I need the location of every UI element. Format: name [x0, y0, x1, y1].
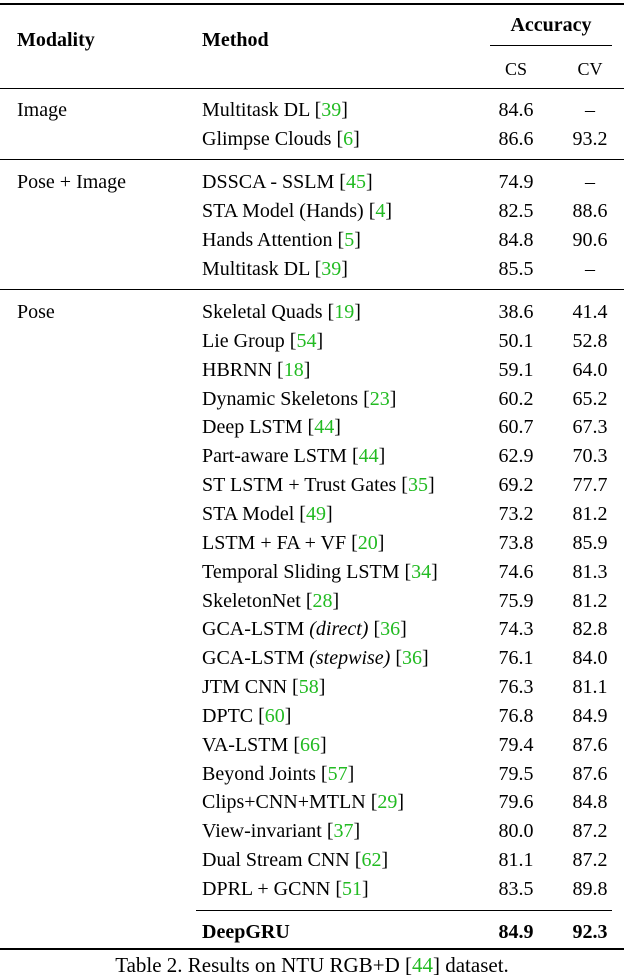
modality-label: Image — [17, 99, 67, 121]
cs-value: 76.3 — [498, 676, 534, 699]
method-name: Multitask DL — [202, 99, 310, 121]
method-name: VA-LSTM — [202, 733, 289, 756]
method-name: DPRL + GCNN — [202, 878, 331, 900]
citation-link[interactable]: 20 — [357, 531, 378, 554]
cs-value: 60.7 — [498, 416, 534, 439]
cv-value: 77.7 — [572, 474, 608, 497]
cv-value: 93.2 — [572, 127, 608, 150]
cs-value: 74.6 — [498, 560, 534, 583]
cs-value: 62.9 — [498, 445, 534, 468]
cv-value: 85.9 — [572, 531, 608, 554]
method-name: Glimpse Clouds — [202, 127, 332, 150]
citation-link[interactable]: 28 — [312, 589, 333, 612]
cv-value: 88.6 — [572, 199, 608, 222]
cs-value: 60.2 — [498, 387, 534, 410]
cs-value: 73.2 — [498, 502, 534, 525]
citation-link[interactable]: 23 — [369, 387, 390, 410]
method-name: Beyond Joints — [202, 762, 316, 785]
method-name: STA Model — [202, 502, 295, 525]
cv-value: 67.3 — [572, 416, 608, 439]
method-cell: STA Model [49] — [202, 502, 333, 525]
cs-value: 79.6 — [498, 791, 534, 814]
cs-value: 59.1 — [498, 358, 534, 381]
method-cell: DPTC [60] — [202, 704, 292, 727]
table-caption — [0, 953, 624, 977]
method-name: GCA-LSTM — [202, 618, 305, 641]
cs-value: 81.1 — [498, 849, 534, 872]
citation-link[interactable]: 62 — [361, 849, 382, 872]
cv-value: 84.9 — [572, 704, 608, 727]
method-cell: Dynamic Skeletons [23] — [202, 387, 397, 410]
method-name: GCA-LSTM — [202, 647, 305, 670]
cv-value: 87.6 — [572, 733, 608, 756]
caption-ref-link[interactable]: 44 — [411, 953, 433, 977]
cv-value: 87.6 — [572, 762, 608, 785]
deepgru-method: DeepGRU — [202, 921, 290, 943]
cs-value: 84.8 — [498, 228, 534, 251]
accuracy-rule — [490, 45, 612, 46]
modality-label: Pose — [17, 301, 55, 323]
citation-link[interactable]: 34 — [411, 560, 432, 583]
cs-value: 74.3 — [498, 618, 534, 641]
cv-value: 84.8 — [572, 791, 608, 814]
cs-value: 82.5 — [498, 199, 534, 222]
cv-value: 84.0 — [572, 647, 608, 670]
cv-value: 87.2 — [572, 820, 608, 843]
cs-value: 76.8 — [498, 704, 534, 727]
citation-link[interactable]: 35 — [407, 474, 428, 497]
cv-value: – — [585, 99, 595, 121]
method-cell: GCA-LSTM (stepwise) [36] — [202, 647, 429, 670]
method-cell: Skeletal Quads [19] — [202, 301, 361, 323]
method-name: DSSCA - SSLM — [202, 171, 335, 193]
method-name: Dynamic Skeletons — [202, 387, 359, 410]
cs-value: 74.9 — [498, 171, 534, 193]
cs-value: 79.5 — [498, 762, 534, 785]
method-cell: JTM CNN [58] — [202, 676, 326, 699]
method-cell: Lie Group [54] — [202, 329, 324, 352]
method-name: Hands Attention — [202, 228, 333, 251]
bottom-rule — [0, 948, 624, 950]
method-name: Skeletal Quads — [202, 301, 323, 323]
deepgru-cv: 92.3 — [572, 921, 608, 943]
cs-value: 85.5 — [498, 257, 534, 280]
group-divider — [0, 159, 624, 160]
method-cell: VA-LSTM [66] — [202, 733, 327, 756]
final-row-rule — [196, 910, 612, 911]
method-cell: Deep LSTM [44] — [202, 416, 341, 439]
top-rule — [0, 3, 624, 5]
cv-value: 87.2 — [572, 849, 608, 872]
method-name: Dual Stream CNN — [202, 849, 350, 872]
method-name: LSTM + FA + VF — [202, 531, 347, 554]
cv-value: 65.2 — [572, 387, 608, 410]
method-name: JTM CNN — [202, 676, 288, 699]
citation-link[interactable]: 36 — [380, 618, 401, 641]
method-cell: Clips+CNN+MTLN [29] — [202, 791, 405, 814]
cv-value: 52.8 — [572, 329, 608, 352]
method-name: Lie Group — [202, 329, 285, 352]
cs-value: 79.4 — [498, 733, 534, 756]
method-cell: LSTM + FA + VF [20] — [202, 531, 385, 554]
method-name: ST LSTM + Trust Gates — [202, 474, 397, 497]
citation-link[interactable]: 58 — [298, 676, 319, 699]
method-header: Method — [202, 29, 269, 51]
cs-value: 50.1 — [498, 329, 534, 352]
cv-value: 70.3 — [572, 445, 608, 468]
method-variant: (stepwise) — [309, 647, 391, 670]
method-cell: GCA-LSTM (direct) [36] — [202, 618, 407, 641]
method-cell: DSSCA - SSLM [45] — [202, 171, 373, 193]
cv-value: 90.6 — [572, 228, 608, 251]
modality-label: Pose + Image — [17, 171, 127, 193]
citation-link[interactable]: 44 — [314, 416, 335, 439]
method-name: Part-aware LSTM — [202, 445, 347, 468]
header-bottom-rule — [0, 88, 624, 89]
method-name: SkeletonNet — [202, 589, 301, 612]
method-cell: Temporal Sliding LSTM [34] — [202, 560, 438, 583]
accuracy-header: Accuracy — [510, 14, 592, 36]
cs-value: 69.2 — [498, 474, 534, 497]
method-cell: Hands Attention [5] — [202, 228, 361, 251]
method-cell: Glimpse Clouds [6] — [202, 127, 360, 150]
method-cell: Beyond Joints [57] — [202, 762, 355, 785]
cv-header: CV — [577, 59, 603, 79]
cv-value: – — [585, 257, 595, 280]
citation-link[interactable]: 66 — [299, 733, 320, 756]
cs-value: 84.6 — [498, 99, 534, 121]
citation-link[interactable]: 18 — [283, 358, 304, 381]
cv-value: – — [585, 171, 595, 193]
caption-suffix: ] dataset. — [432, 953, 509, 977]
citation-link[interactable]: 57 — [327, 762, 348, 785]
method-name: Multitask DL — [202, 257, 310, 280]
cs-value: 73.8 — [498, 531, 534, 554]
citation-link[interactable]: 29 — [377, 791, 398, 814]
method-name: Temporal Sliding LSTM — [202, 560, 400, 583]
cv-value: 81.2 — [572, 589, 608, 612]
cs-value: 38.6 — [498, 301, 534, 323]
citation-link[interactable]: 5 — [344, 228, 355, 251]
method-name: Deep LSTM — [202, 416, 303, 439]
method-cell: HBRNN [18] — [202, 358, 311, 381]
citation-link[interactable]: 37 — [333, 820, 354, 843]
caption-prefix: Table 2. Results on NTU RGB+D [ — [115, 953, 412, 977]
deepgru-cs: 84.9 — [498, 921, 534, 943]
method-cell: SkeletonNet [28] — [202, 589, 340, 612]
method-cell: Dual Stream CNN [62] — [202, 849, 389, 872]
cv-value: 81.1 — [572, 676, 608, 699]
method-cell: View-invariant [37] — [202, 820, 361, 843]
cs-value: 80.0 — [498, 820, 534, 843]
citation-link[interactable]: 51 — [342, 878, 363, 900]
citation-link[interactable]: 49 — [305, 502, 326, 525]
citation-link[interactable]: 19 — [334, 301, 355, 323]
cv-value: 41.4 — [572, 301, 608, 323]
citation-link[interactable]: 60 — [264, 704, 285, 727]
method-cell: Multitask DL [39] — [202, 99, 348, 121]
method-cell: Part-aware LSTM [44] — [202, 445, 386, 468]
citation-link[interactable]: 39 — [321, 257, 342, 280]
citation-link[interactable]: 4 — [375, 199, 386, 222]
method-name: STA Model (Hands) — [202, 199, 364, 222]
citation-link[interactable]: 45 — [345, 171, 366, 193]
cs-value: 83.5 — [498, 878, 534, 900]
method-name: Clips+CNN+MTLN — [202, 791, 366, 814]
cs-header: CS — [504, 59, 528, 79]
citation-link[interactable]: 39 — [321, 99, 342, 121]
cv-value: 82.8 — [572, 618, 608, 641]
method-name: DPTC — [202, 704, 254, 727]
citation-link[interactable]: 44 — [358, 445, 379, 468]
method-cell: Multitask DL [39] — [202, 257, 348, 280]
method-cell: STA Model (Hands) [4] — [202, 199, 393, 222]
citation-link[interactable]: 6 — [343, 127, 354, 150]
method-cell: ST LSTM + Trust Gates [35] — [202, 474, 435, 497]
cv-value: 89.8 — [572, 878, 608, 900]
cs-value: 76.1 — [498, 647, 534, 670]
method-name: HBRNN — [202, 358, 273, 381]
cs-value: 86.6 — [498, 127, 534, 150]
modality-header: Modality — [17, 29, 95, 51]
citation-link[interactable]: 36 — [402, 647, 422, 670]
cv-value: 81.3 — [572, 560, 608, 583]
citation-link[interactable]: 54 — [296, 329, 317, 352]
cv-value: 64.0 — [572, 358, 608, 381]
cs-value: 75.9 — [498, 589, 534, 612]
cv-value: 81.2 — [572, 502, 608, 525]
method-variant: (direct) — [309, 618, 369, 641]
method-cell: DPRL + GCNN [51] — [202, 878, 369, 900]
method-name: View-invariant — [202, 820, 322, 843]
group-divider — [0, 289, 624, 290]
